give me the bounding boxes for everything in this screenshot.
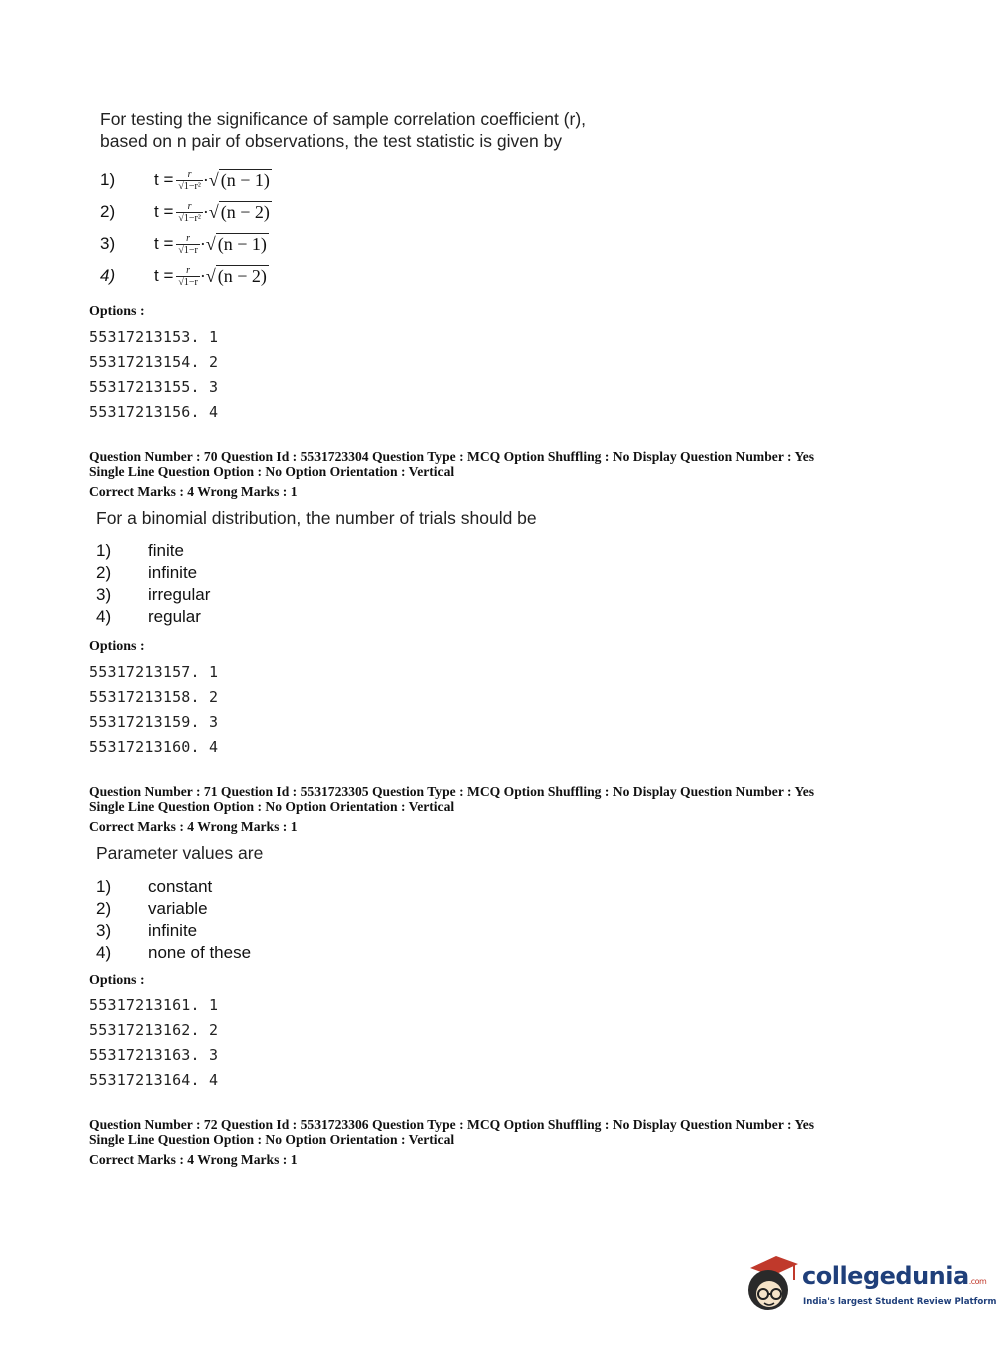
choice-item xyxy=(96,562,210,584)
option-id: 55317213160. 4 xyxy=(89,738,219,756)
option-id: 55317213156. 4 xyxy=(89,403,219,421)
sqrt-radicand: (n − 2) xyxy=(217,265,267,286)
choice-number: 2) xyxy=(96,563,112,582)
meta-line: Single Line Question Option : No Option Orientation : Vertical xyxy=(89,1132,455,1147)
options-label: Options : xyxy=(89,639,145,654)
brand-tagline: India's largest Student Review Platform xyxy=(803,1297,997,1307)
meta-line: Question Number : 72 Question Id : 5531723306 Question Type : MCQ Option Shuffling : No Display Question Number : Yes xyxy=(89,1117,815,1132)
formula-fraction xyxy=(176,201,202,224)
sqrt-radicand: (n − 1) xyxy=(217,233,267,254)
meta-line: Question Number : 70 Question Id : 5531723304 Question Type : MCQ Option Shuffling : No Display Question Number : Yes xyxy=(89,449,815,464)
choice-text: infinite xyxy=(148,921,198,940)
formula-choice-1 xyxy=(100,164,272,196)
choice-item xyxy=(96,606,210,628)
question-70-choices xyxy=(96,540,210,628)
fraction-numerator: r xyxy=(186,264,191,276)
formula-choice-3 xyxy=(100,228,272,260)
choice-number: 4) xyxy=(96,943,112,962)
question-71-meta xyxy=(89,784,814,834)
question-71-option-ids xyxy=(89,993,218,1093)
choice-text: none of these xyxy=(148,943,252,962)
choice-number: 3) xyxy=(100,234,116,253)
choice-item xyxy=(96,898,251,920)
choice-number: 1) xyxy=(96,541,112,560)
formula-lhs: t = xyxy=(154,170,174,189)
option-id: 55317213163. 3 xyxy=(89,1046,219,1064)
choice-text: constant xyxy=(148,877,213,896)
choice-text: irregular xyxy=(148,585,211,604)
marks-line: Correct Marks : 4 Wrong Marks : 1 xyxy=(89,1152,298,1167)
formula-choice-4 xyxy=(100,260,272,292)
question-70-meta xyxy=(89,449,814,499)
choice-text: infinite xyxy=(148,563,198,582)
choice-item xyxy=(96,540,210,562)
choice-text: variable xyxy=(148,899,208,918)
question-stem-line: For testing the significance of sample correlation coefficient (r), xyxy=(100,109,587,129)
choice-number: 4) xyxy=(96,607,112,626)
choice-text: regular xyxy=(148,607,201,626)
choice-item xyxy=(96,876,251,898)
choice-number: 3) xyxy=(96,921,112,940)
fraction-numerator: r xyxy=(187,200,192,212)
fraction-numerator: r xyxy=(187,168,192,180)
options-label: Options : xyxy=(89,973,145,988)
option-id: 55317213158. 2 xyxy=(89,688,219,706)
meta-line: Single Line Question Option : No Option Orientation : Vertical xyxy=(89,799,455,814)
collegedunia-logo xyxy=(742,1250,997,1320)
formula-lhs: t = xyxy=(154,234,174,253)
option-id: 55317213157. 1 xyxy=(89,663,219,681)
option-id: 55317213155. 3 xyxy=(89,378,219,396)
marks-line: Correct Marks : 4 Wrong Marks : 1 xyxy=(89,819,298,834)
fraction-denominator: √1−r² xyxy=(178,212,201,224)
fraction-denominator: √1−r xyxy=(178,276,198,288)
meta-line: Single Line Question Option : No Option Orientation : Vertical xyxy=(89,464,455,479)
question-70-stem: For a binomial distribution, the number of trials should be xyxy=(96,508,537,528)
formula-sqrt: ·√ (n − 2) xyxy=(202,201,270,222)
fraction-denominator: √1−r² xyxy=(178,180,201,192)
option-id: 55317213159. 3 xyxy=(89,713,219,731)
fraction-denominator: √1−r xyxy=(178,244,198,256)
options-label: Options : xyxy=(89,304,145,319)
formula-sqrt: ·√ (n − 2) xyxy=(199,265,267,286)
formula-sqrt: ·√ (n − 1) xyxy=(202,169,270,190)
choice-number: 2) xyxy=(96,899,112,918)
formula-lhs: t = xyxy=(154,202,174,221)
choice-text: finite xyxy=(148,541,184,560)
brand-text: collegedunia xyxy=(802,1262,969,1290)
option-id: 55317213162. 2 xyxy=(89,1021,219,1039)
formula-fraction xyxy=(176,233,199,256)
formula-lhs: t = xyxy=(154,266,174,285)
choice-item xyxy=(96,920,251,942)
question-71-choices xyxy=(96,876,251,964)
choice-number: 1) xyxy=(100,170,116,189)
choice-number: 2) xyxy=(100,202,116,221)
question-71-stem: Parameter values are xyxy=(96,843,264,863)
brand-suffix: .com xyxy=(968,1277,987,1286)
fraction-numerator: r xyxy=(186,232,191,244)
question-72-meta xyxy=(89,1117,814,1167)
option-id: 55317213154. 2 xyxy=(89,353,219,371)
marks-line: Correct Marks : 4 Wrong Marks : 1 xyxy=(89,484,298,499)
choice-number: 3) xyxy=(96,585,112,604)
question-70-option-ids xyxy=(89,660,218,760)
question-69-stem xyxy=(100,108,586,152)
option-id: 55317213153. 1 xyxy=(89,328,219,346)
meta-line: Question Number : 71 Question Id : 5531723305 Question Type : MCQ Option Shuffling : No Display Question Number : Yes xyxy=(89,784,815,799)
choice-number: 1) xyxy=(96,877,112,896)
choice-item xyxy=(96,942,251,964)
sqrt-radicand: (n − 1) xyxy=(220,169,270,190)
question-69-formula-choices xyxy=(100,164,272,292)
question-stem-line: based on n pair of observations, the test statistic is given by xyxy=(100,131,563,151)
formula-fraction xyxy=(176,265,199,288)
choice-number: 4) xyxy=(100,266,116,285)
option-id: 55317213161. 1 xyxy=(89,996,219,1014)
formula-sqrt: ·√ (n − 1) xyxy=(199,233,267,254)
sqrt-radicand: (n − 2) xyxy=(220,201,270,222)
option-id: 55317213164. 4 xyxy=(89,1071,219,1089)
choice-item xyxy=(96,584,210,606)
formula-fraction xyxy=(176,169,202,192)
mascot-icon xyxy=(742,1250,800,1316)
question-69-option-ids xyxy=(89,325,218,425)
brand-name xyxy=(802,1262,986,1290)
formula-choice-2 xyxy=(100,196,272,228)
